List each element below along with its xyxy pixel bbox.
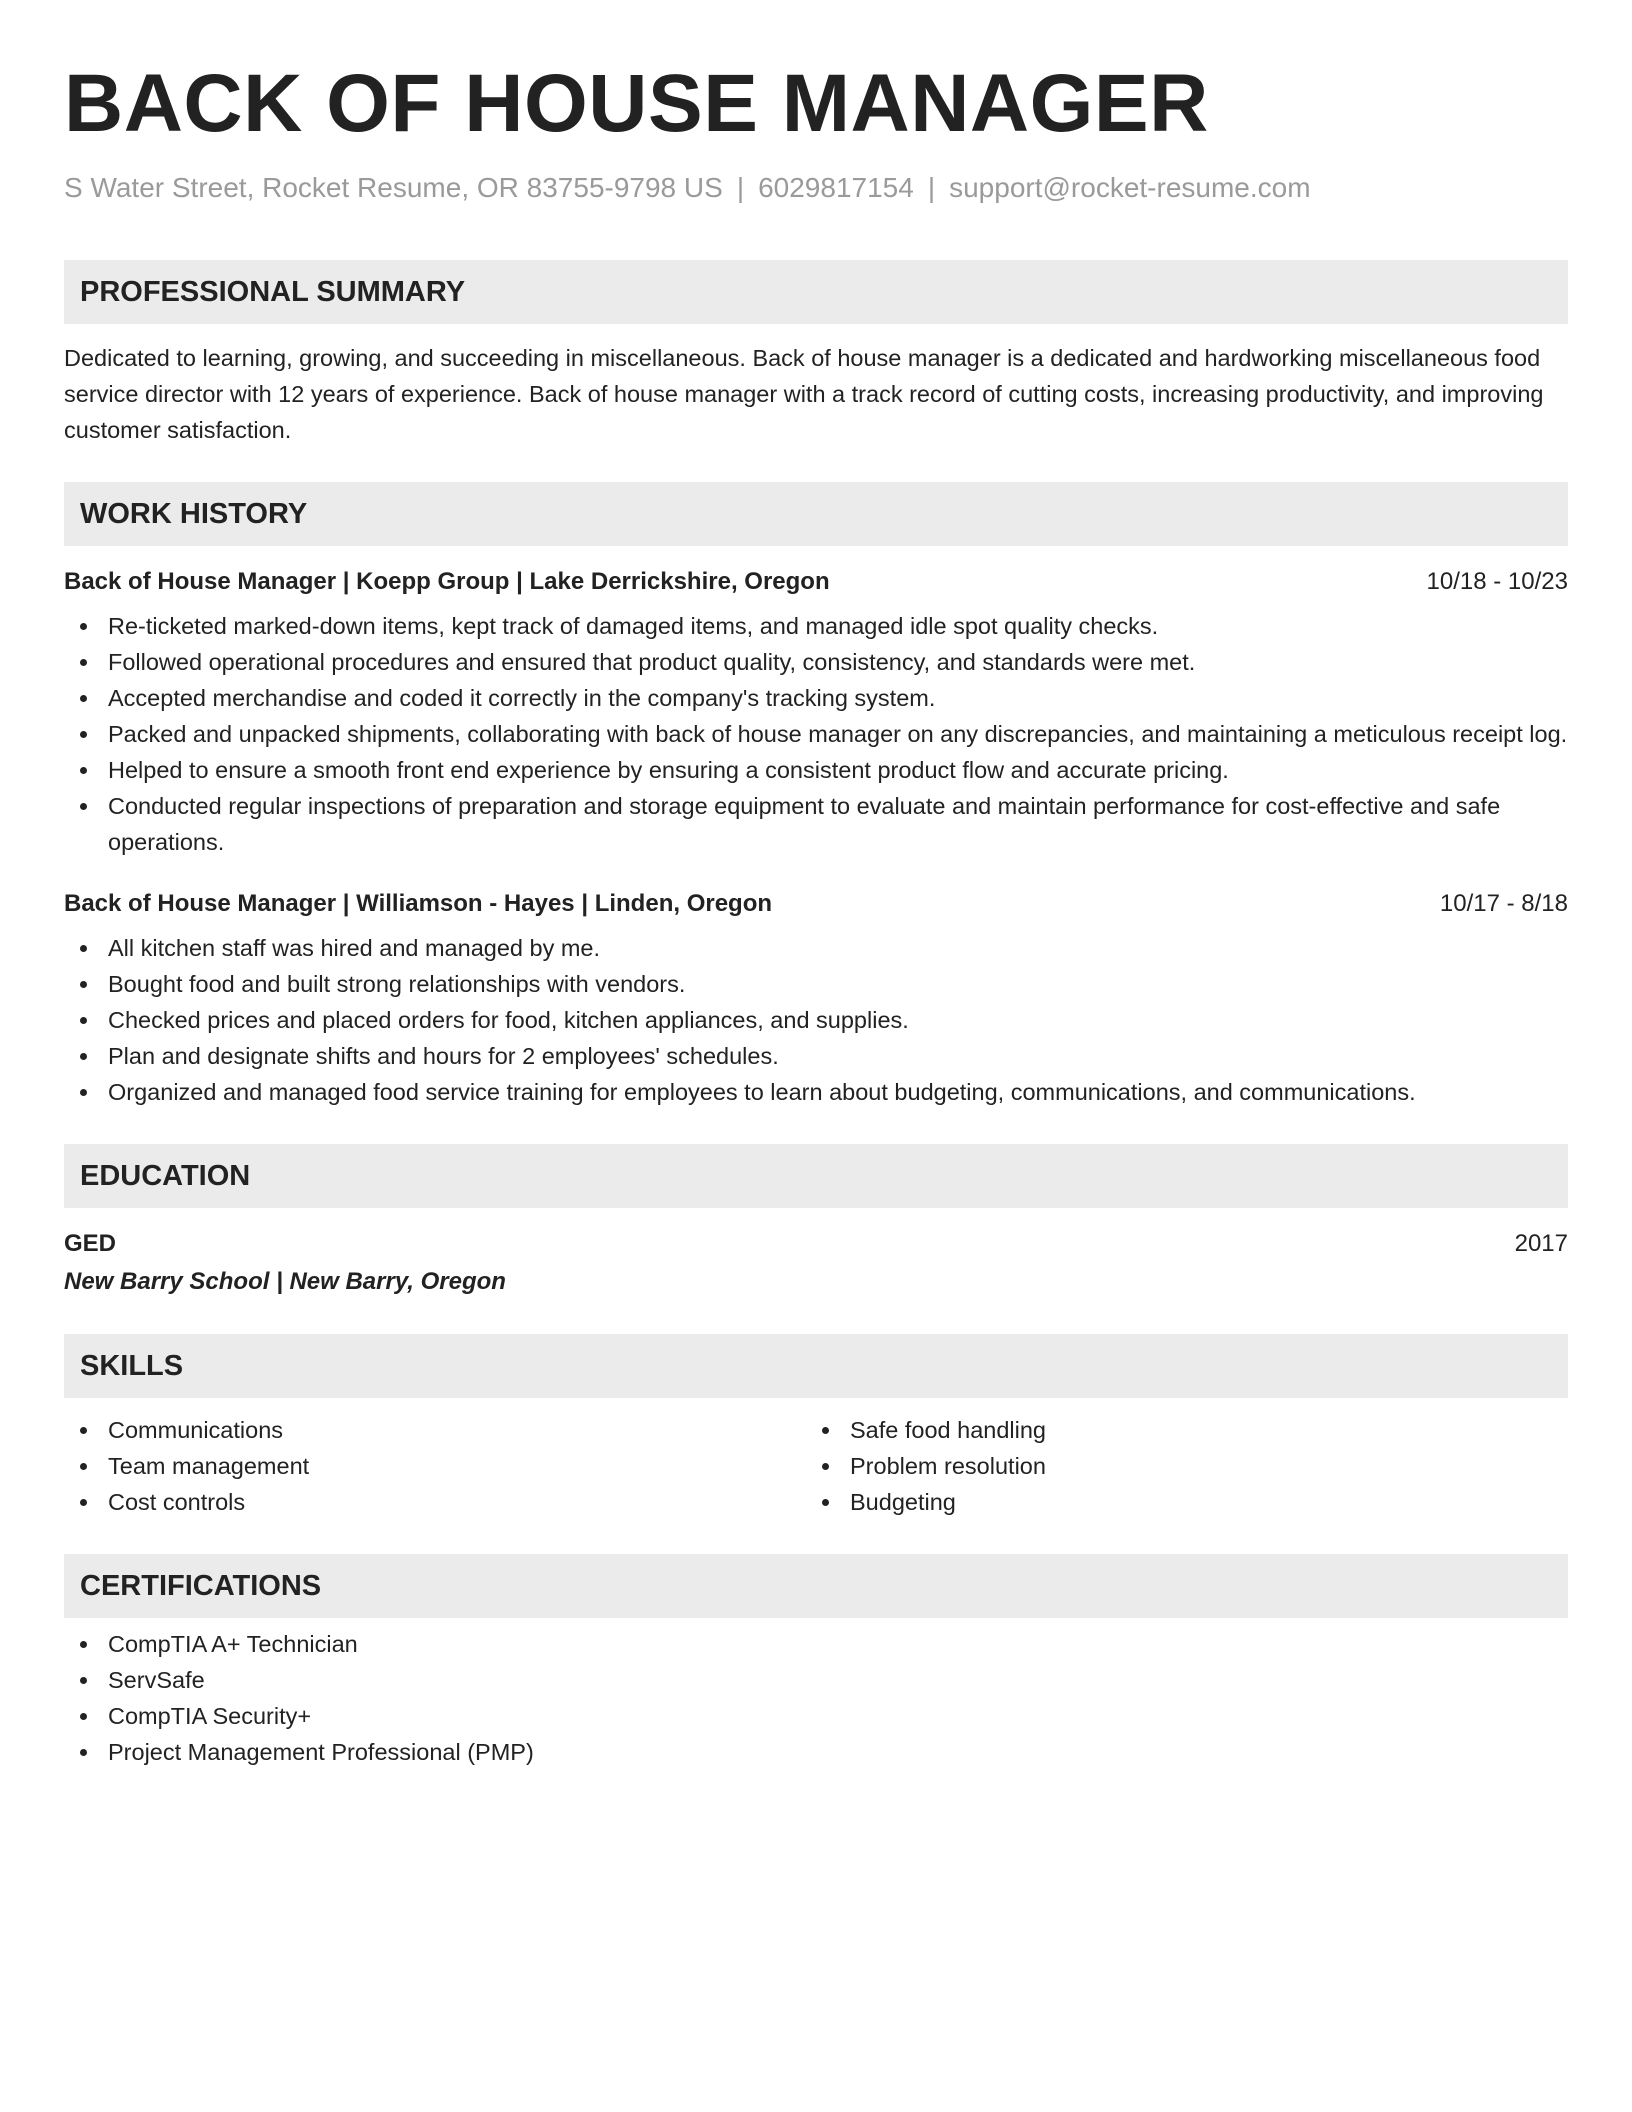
certification-item: CompTIA Security+: [64, 1698, 1568, 1734]
education-header: [64, 1226, 1568, 1262]
certification-item: CompTIA A+ Technician: [64, 1626, 1568, 1662]
job-bullet: Followed operational procedures and ensured that product quality, consistency, and standards were met.: [64, 644, 1568, 680]
job-bullet: Checked prices and placed orders for food, kitchen appliances, and supplies.: [64, 1002, 1568, 1038]
job-header: [64, 564, 1568, 600]
job-bullet-list: [64, 930, 1568, 1110]
skills-list: [64, 1412, 806, 1520]
education-year: 2017: [1514, 1230, 1568, 1257]
skill-item: Team management: [64, 1448, 806, 1484]
skills-column-right: [806, 1412, 1548, 1520]
job-bullet: Accepted merchandise and coded it correctly in the company's tracking system.: [64, 680, 1568, 716]
job-bullet: Organized and managed food service training for employees to learn about budgeting, communications, and communications.: [64, 1074, 1568, 1110]
education-school: New Barry School | New Barry, Oregon: [64, 1268, 506, 1295]
contact-separator: |: [927, 172, 936, 203]
section-header-summary: PROFESSIONAL SUMMARY: [64, 260, 1568, 324]
resume-page: [64, 56, 1568, 1770]
job-dates: 10/18 - 10/23: [1426, 568, 1568, 595]
job-bullet: All kitchen staff was hired and managed by me.: [64, 930, 1568, 966]
skill-item: Cost controls: [64, 1484, 806, 1520]
job-header: [64, 886, 1568, 922]
job-entry: [64, 886, 1568, 1110]
job-title: Back of House Manager | Williamson - Hayes | Linden, Oregon: [64, 890, 773, 917]
job-dates: 10/17 - 8/18: [1439, 890, 1568, 917]
skills-column-left: [64, 1412, 806, 1520]
contact-phone: 6029817154: [758, 172, 914, 203]
candidate-name: BACK OF HOUSE MANAGER: [64, 58, 1209, 149]
certifications-list: [64, 1626, 1568, 1770]
job-bullet-list: [64, 608, 1568, 860]
section-header-certifications: CERTIFICATIONS: [64, 1554, 1568, 1618]
skill-item: Safe food handling: [806, 1412, 1548, 1448]
skills-columns: [64, 1412, 1568, 1520]
section-header-education: EDUCATION: [64, 1144, 1568, 1208]
job-bullet: Conducted regular inspections of preparation and storage equipment to evaluate and maintain performance for cost-effective and safe operations.: [64, 788, 1568, 860]
contact-address: S Water Street, Rocket Resume, OR 83755-9798 US: [64, 172, 723, 203]
certification-item: Project Management Professional (PMP): [64, 1734, 1568, 1770]
job-bullet: Plan and designate shifts and hours for 2 employees' schedules.: [64, 1038, 1568, 1074]
section-header-skills: SKILLS: [64, 1334, 1568, 1398]
section-header-work-history: WORK HISTORY: [64, 482, 1568, 546]
certification-item: ServSafe: [64, 1662, 1568, 1698]
skill-item: Budgeting: [806, 1484, 1548, 1520]
education-degree: GED: [64, 1230, 117, 1257]
contact-line: [64, 170, 1568, 206]
skills-list: [806, 1412, 1548, 1520]
skill-item: Problem resolution: [806, 1448, 1548, 1484]
job-title: Back of House Manager | Koepp Group | Lake Derrickshire, Oregon: [64, 568, 830, 595]
job-bullet: Helped to ensure a smooth front end experience by ensuring a consistent product flow and accurate pricing.: [64, 752, 1568, 788]
skill-item: Communications: [64, 1412, 806, 1448]
job-bullet: Re-ticketed marked-down items, kept track of damaged items, and managed idle spot quality checks.: [64, 608, 1568, 644]
contact-email: support@rocket-resume.com: [949, 172, 1311, 203]
summary-text: Dedicated to learning, growing, and succeeding in miscellaneous. Back of house manager is a dedicated and hardworking miscellaneous food service director with 12 years of experience. Back of house manager with a track record of cutting costs, increasing productivity, and improving customer satisfaction.: [64, 345, 1544, 443]
contact-separator: |: [736, 172, 745, 203]
job-bullet: Bought food and built strong relationships with vendors.: [64, 966, 1568, 1002]
job-bullet: Packed and unpacked shipments, collaborating with back of house manager on any discrepancies, and maintaining a meticulous receipt log.: [64, 716, 1568, 752]
job-entry: [64, 564, 1568, 860]
